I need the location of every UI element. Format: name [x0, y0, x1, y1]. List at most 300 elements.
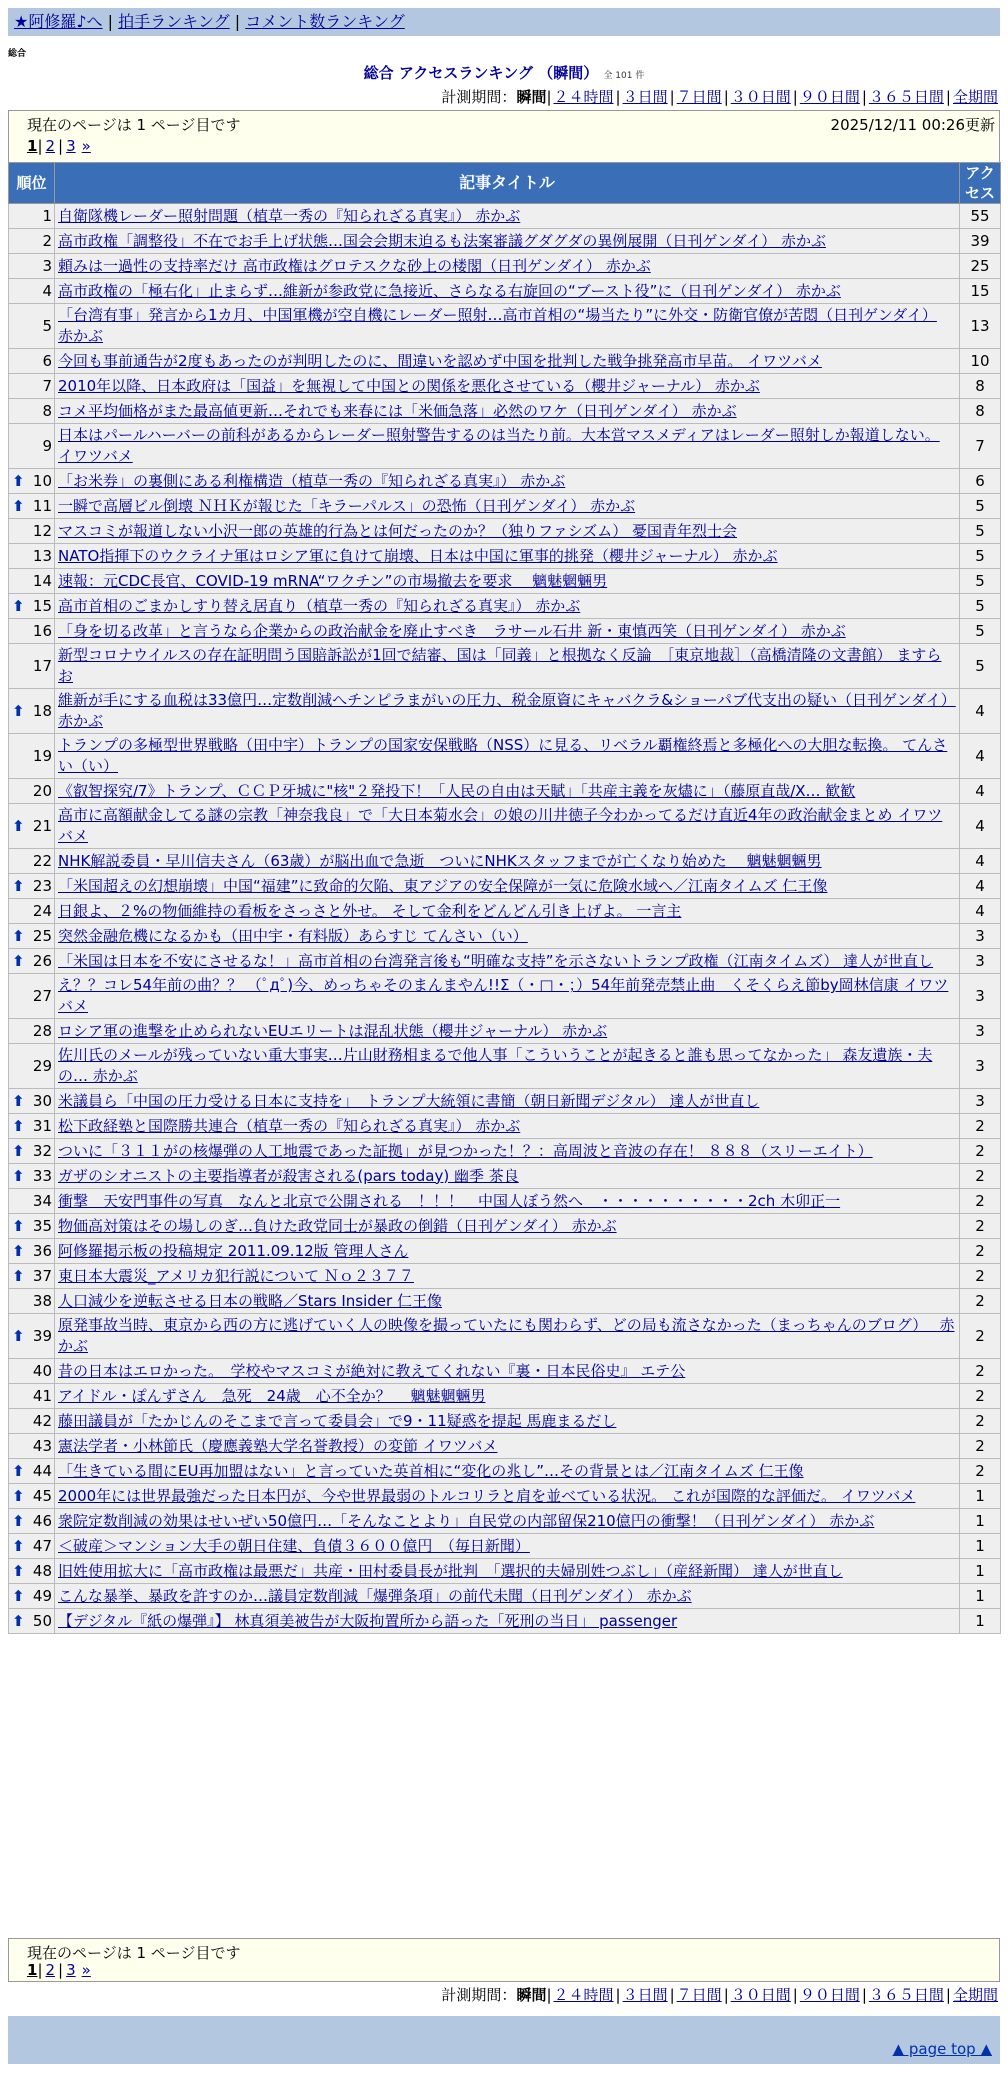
article-title-link[interactable]: 維新が手にする血税は33億円…定数削減へチンピラまがいの圧力、税金原資にキャバクラ&ショーパブ代支出の疑い（日刊ゲンダイ） 赤かぶ	[58, 691, 956, 730]
period-link[interactable]: 全期間	[952, 88, 998, 106]
title-cell	[55, 779, 960, 804]
table-row	[9, 1459, 1001, 1484]
rank-up-arrow-icon: ⬆	[12, 877, 25, 895]
access-count: 1	[960, 1534, 1001, 1559]
rank-cell	[9, 1484, 55, 1509]
rank-cell	[9, 544, 55, 569]
table-row	[9, 1019, 1001, 1044]
title-cell	[55, 644, 960, 689]
title-cell	[55, 619, 960, 644]
article-title-link[interactable]: ロシア軍の進撃を止められないEUエリートは混乱状態（櫻井ジャーナル） 赤かぶ	[58, 1021, 608, 1040]
title-cell	[55, 1289, 960, 1314]
access-count: 39	[960, 229, 1001, 254]
title-cell	[55, 1139, 960, 1164]
title-cell	[55, 1609, 960, 1634]
period-link[interactable]: ７日間	[676, 1986, 722, 2004]
period-link[interactable]: ３日間	[622, 88, 668, 106]
rank-cell	[9, 1114, 55, 1139]
article-title-link[interactable]: 日銀よ、２%の物価維持の看板をさっさと外せ。 そして金利をどんどん引き上げよ。 一言主	[58, 901, 682, 920]
table-row	[9, 1289, 1001, 1314]
table-row	[9, 899, 1001, 924]
current-page-text: 現在のページは 1 ページ目です	[27, 116, 241, 134]
article-title-link[interactable]: 速報：元CDC長官、COVID-19 mRNA“ワクチン”の市場撤去を要求 魑魅魍魎男	[58, 571, 608, 590]
table-row	[9, 1484, 1001, 1509]
rank-number: 36	[32, 1242, 52, 1260]
article-title-link[interactable]: 人口減少を逆転させる日本の戦略／Stars Insider 仁王像	[58, 1291, 442, 1310]
period-link[interactable]: ３日間	[622, 1986, 668, 2004]
article-title-link[interactable]: 日本はパールハーバーの前科があるからレーダー照射警告するのは当たり前。大本営マスメディアはレーダー照射しか報道しない。 イワツバメ	[58, 426, 940, 465]
article-title-link[interactable]: ガザのシオニストの主要指導者が殺害される(pars today) 幽季 茶良	[58, 1166, 519, 1185]
access-count: 1	[960, 1559, 1001, 1584]
table-row	[9, 644, 1001, 689]
rank-number: 33	[32, 1167, 52, 1185]
table-row	[9, 1384, 1001, 1409]
access-count: 8	[960, 374, 1001, 399]
period-separator: |	[669, 1986, 675, 2004]
period-separator: |	[615, 88, 621, 106]
rank-up-arrow-icon: ⬆	[12, 1612, 25, 1630]
rank-cell	[9, 1609, 55, 1634]
period-link[interactable]: ３６５日間	[868, 1986, 944, 2004]
table-row	[9, 1509, 1001, 1534]
article-title-link[interactable]: NATO指揮下のウクライナ軍はロシア軍に負けて崩壊、日本は中国に軍事的挑発（櫻井ジャーナル） 赤かぶ	[58, 546, 778, 565]
table-row	[9, 689, 1001, 734]
rank-cell	[9, 689, 55, 734]
title-cell	[55, 1459, 960, 1484]
rank-up-arrow-icon: ⬆	[12, 1092, 25, 1110]
rank-number: 46	[32, 1512, 52, 1530]
table-row	[9, 1534, 1001, 1559]
article-title-link[interactable]: 頼みは一過性の支持率だけ 高市政権はグロテスクな砂上の楼閣（日刊ゲンダイ） 赤かぶ	[58, 256, 651, 275]
pager-next-link[interactable]: »	[81, 137, 91, 155]
rank-number: 8	[42, 402, 52, 420]
table-row	[9, 229, 1001, 254]
period-link[interactable]: 全期間	[952, 1986, 998, 2004]
pager-page-link[interactable]: 3	[66, 137, 76, 155]
article-title-link[interactable]: 「米国は日本を不安にさせるな！」高市首相の台湾発言後も“明確な支持”を示さないトランプ政権（江南タイムズ） 達人が世直し	[58, 951, 934, 970]
rank-up-arrow-icon: ⬆	[12, 1537, 25, 1555]
access-count: 5	[960, 519, 1001, 544]
rank-cell	[9, 424, 55, 469]
title-cell	[55, 204, 960, 229]
table-header-row	[9, 163, 1001, 204]
access-count: 2	[960, 1434, 1001, 1459]
period-separator: |	[546, 88, 552, 106]
rank-cell	[9, 399, 55, 424]
table-row	[9, 1214, 1001, 1239]
access-count: 4	[960, 849, 1001, 874]
article-title-link[interactable]: 憲法学者・小林節氏（慶應義塾大学名誉教授）の変節 イワツバメ	[58, 1436, 498, 1455]
title-cell	[55, 469, 960, 494]
rank-cell	[9, 494, 55, 519]
title-cell	[55, 974, 960, 1019]
article-title-link[interactable]: 突然金融危機になるかも（田中宇・有料版）あらすじ てんさい（い）	[58, 926, 528, 945]
access-count: 2	[960, 1314, 1001, 1359]
rank-number: 49	[32, 1587, 52, 1605]
access-count: 4	[960, 734, 1001, 779]
rank-cell	[9, 229, 55, 254]
access-count: 3	[960, 1044, 1001, 1089]
rank-cell	[9, 1214, 55, 1239]
access-count: 5	[960, 494, 1001, 519]
header-title: 記事タイトル	[55, 163, 960, 204]
rank-number: 23	[32, 877, 52, 895]
rank-number: 3	[42, 257, 52, 275]
rank-number: 41	[32, 1387, 52, 1405]
title-cell	[55, 1559, 960, 1584]
table-row	[9, 1139, 1001, 1164]
rank-cell	[9, 1584, 55, 1609]
rank-cell	[9, 1409, 55, 1434]
title-cell	[55, 424, 960, 469]
title-cell	[55, 924, 960, 949]
period-link[interactable]: ３０日間	[730, 88, 791, 106]
rank-up-arrow-icon: ⬆	[12, 1242, 25, 1260]
period-link[interactable]: ３０日間	[730, 1986, 791, 2004]
title-cell	[55, 874, 960, 899]
rank-up-arrow-icon: ⬆	[12, 1217, 25, 1235]
title-cell	[55, 1484, 960, 1509]
title-cell	[55, 899, 960, 924]
article-title-link[interactable]: アイドル・ぽんずさん 急死 24歳 心不全か？ 魑魅魍魎男	[58, 1386, 486, 1405]
footer-bar	[8, 2016, 1000, 2064]
title-cell	[55, 254, 960, 279]
page-top-link[interactable]: ▲ page top ▲	[892, 2040, 992, 2058]
article-title-link[interactable]: マスコミが報道しない小沢一郎の英雄的行為とは何だったのか？（独りファシズム） 憂国青年烈士会	[58, 521, 738, 540]
period-link[interactable]: ２４時間	[553, 1986, 614, 2004]
table-row	[9, 874, 1001, 899]
access-count: 13	[960, 304, 1001, 349]
table-row	[9, 1114, 1001, 1139]
page-title: 総合 アクセスランキング （瞬間）	[363, 64, 599, 82]
table-row	[9, 544, 1001, 569]
rank-number: 14	[32, 572, 52, 590]
article-title-link[interactable]: 今回も事前通告が2度もあったのが判明したのに、間違いを認めず中国を批判した戦争挑発高市早苗。 イワツバメ	[58, 351, 822, 370]
pager-bottom	[27, 1961, 94, 1979]
period-current: 瞬間	[516, 88, 547, 106]
article-title-link[interactable]: 一瞬で高層ビル倒壊 ＮＨＫが報じた「キラーパルス」の恐怖（日刊ゲンダイ） 赤かぶ	[58, 496, 636, 515]
rank-up-arrow-icon: ⬆	[12, 952, 25, 970]
table-row	[9, 1239, 1001, 1264]
pager-page-link[interactable]: 2	[45, 1961, 56, 1979]
article-title-link[interactable]: 「身を切る改革」と言うなら企業からの政治献金を廃止すべき ラサール石井 新・東慎西笑（日刊ゲンダイ） 赤かぶ	[58, 621, 846, 640]
rank-cell	[9, 1359, 55, 1384]
nav-link-asyura-home[interactable]: ★阿修羅♪へ	[14, 12, 103, 31]
title-cell	[55, 569, 960, 594]
rank-cell	[9, 804, 55, 849]
article-title-link[interactable]: 《叡智探究/7》トランプ、ＣＣＰ牙城に"核"２発投下！「人民の自由は天賦」「共産主義を灰燼に」（藤原直哉/X… 歓歓	[58, 781, 856, 800]
pager-next-link[interactable]: »	[81, 1961, 91, 1979]
table-row	[9, 974, 1001, 1019]
rank-number: 26	[32, 952, 52, 970]
article-title-link[interactable]: 「お米券」の裏側にある利権構造（植草一秀の『知られざる真実』） 赤かぶ	[58, 471, 566, 490]
period-separator: |	[723, 1986, 729, 2004]
title-cell	[55, 1314, 960, 1359]
access-count: 2	[960, 1264, 1001, 1289]
pager-separator: |	[58, 1961, 64, 1979]
title-cell	[55, 279, 960, 304]
rank-number: 25	[32, 927, 52, 945]
access-count: 1	[960, 1584, 1001, 1609]
article-title-link[interactable]: 「生きている間にEU再加盟はない」と言っていた英首相に“変化の兆し”…その背景とは／江南タイムズ 仁王像	[58, 1461, 804, 1480]
rank-up-arrow-icon: ⬆	[12, 927, 25, 945]
article-title-link[interactable]: 高市政権「調整役」不在でお手上げ状態…国会会期末迫るも法案審議グダグダの異例展開（日刊ゲンダイ） 赤かぶ	[58, 231, 826, 250]
table-row	[9, 779, 1001, 804]
article-title-link[interactable]: 衝撃 天安門事件の写真 なんと北京で公開される ！！！ 中国人ぼう然へ ・・・・・・・・・・2ch 木卯正一	[58, 1191, 841, 1210]
article-title-link[interactable]: ついに「３１１がの核爆弾の人工地震であった証拠」が見つかった！？：高周波と音波の存在！ ８８８（スリーエイト）	[58, 1141, 873, 1160]
rank-cell	[9, 1459, 55, 1484]
rank-number: 37	[32, 1267, 52, 1285]
access-count: 3	[960, 974, 1001, 1019]
article-title-link[interactable]: え？？コレ54年前の曲？？ （ﾟдﾟ)今、めっちゃそのまんまやん!!Σ（・□・；）54年前発売禁止曲 くそくらえ節by岡林信康 イワツバメ	[58, 976, 949, 1015]
nav-separator: |	[234, 12, 241, 31]
access-count: 3	[960, 1019, 1001, 1044]
article-title-link[interactable]: 高市政権の「極右化」止まらず…維新が参政党に急接近、さらなる右旋回の“ブースト役”に（日刊ゲンダイ） 赤かぶ	[58, 281, 841, 300]
rank-up-arrow-icon: ⬆	[12, 497, 25, 515]
rank-number: 4	[42, 282, 52, 300]
rank-cell	[9, 1239, 55, 1264]
rank-cell	[9, 569, 55, 594]
rank-cell	[9, 1384, 55, 1409]
period-link[interactable]: ２４時間	[553, 88, 614, 106]
article-title-link[interactable]: 昔の日本はエロかった。 学校やマスコミが絶対に教えてくれない『裏・日本民俗史』 エテ公	[58, 1361, 686, 1380]
access-count: 5	[960, 594, 1001, 619]
table-row	[9, 304, 1001, 349]
article-title-link[interactable]: 阿修羅掲示板の投稿規定 2011.09.12版 管理人さん	[58, 1241, 409, 1260]
table-row	[9, 1609, 1001, 1634]
article-title-link[interactable]: 米議員ら「中国の圧力受ける日本に支持を」 トランプ大統領に書簡（朝日新聞デジタル） 達人が世直し	[58, 1091, 760, 1110]
table-row	[9, 1164, 1001, 1189]
pager-top	[27, 137, 94, 155]
table-row	[9, 374, 1001, 399]
table-row	[9, 1044, 1001, 1089]
pager-separator: |	[37, 1961, 43, 1979]
period-separator: |	[546, 1986, 552, 2004]
updated-timestamp: 2025/12/11 00:26更新	[830, 116, 995, 134]
rank-number: 24	[32, 902, 52, 920]
total-count: 全 101 件	[603, 71, 645, 81]
title-cell	[55, 1264, 960, 1289]
period-separator: |	[861, 88, 867, 106]
period-separator: |	[792, 1986, 798, 2004]
title-cell	[55, 1584, 960, 1609]
title-cell	[55, 1239, 960, 1264]
rank-number: 11	[32, 497, 52, 515]
rank-up-arrow-icon: ⬆	[12, 1327, 25, 1345]
pager-current-page: 1	[27, 137, 38, 155]
title-cell	[55, 1114, 960, 1139]
access-count: 4	[960, 804, 1001, 849]
access-count: 2	[960, 1409, 1001, 1434]
title-cell	[55, 1019, 960, 1044]
article-title-link[interactable]: 【デジタル『紙の爆弾』】 林真須美被告が大阪拘置所から語った「死刑の当日」 passenger	[58, 1611, 678, 1630]
table-row	[9, 1359, 1001, 1384]
period-separator: |	[669, 88, 675, 106]
title-cell	[55, 1044, 960, 1089]
nav-link-comment-ranking[interactable]: コメント数ランキング	[245, 12, 405, 31]
article-title-link[interactable]: 2000年には世界最強だった日本円が、今や世界最弱のトルコリラと肩を並べている状況。 これが国際的な評価だ。 イワツバメ	[58, 1486, 916, 1505]
title-cell	[55, 594, 960, 619]
period-link[interactable]: ３６５日間	[868, 88, 944, 106]
rank-cell	[9, 924, 55, 949]
rank-number: 2	[42, 232, 52, 250]
rank-number: 13	[32, 547, 52, 565]
article-title-link[interactable]: 旧姓使用拡大に「高市政権は最悪だ」共産・田村委員長が批判 「選択的夫婦別姓つぶし」（産経新聞） 達人が世直し	[58, 1561, 843, 1580]
access-count: 2	[960, 1139, 1001, 1164]
access-count: 2	[960, 1239, 1001, 1264]
rank-up-arrow-icon: ⬆	[12, 702, 25, 720]
table-row	[9, 1314, 1001, 1359]
rank-up-arrow-icon: ⬆	[12, 1487, 25, 1505]
article-title-link[interactable]: コメ平均価格がまた最高値更新…それでも来春には「米価急落」必然のワケ（日刊ゲンダイ） 赤かぶ	[58, 401, 737, 420]
pager-page-link[interactable]: 2	[45, 137, 56, 155]
title-cell	[55, 689, 960, 734]
rank-number: 38	[32, 1292, 52, 1310]
title-cell	[55, 494, 960, 519]
access-count: 10	[960, 349, 1001, 374]
rank-cell	[9, 1559, 55, 1584]
article-title-link[interactable]: 衆院定数削減の効果はせいぜい50億円…「そんなことより」自民党の内部留保210億円の衝撃！（日刊ゲンダイ） 赤かぶ	[58, 1511, 875, 1530]
period-label: 計測期間：	[441, 1986, 517, 2004]
rank-cell	[9, 1164, 55, 1189]
title-cell	[55, 734, 960, 779]
pager-page-link[interactable]: 3	[66, 1961, 76, 1979]
table-row	[9, 254, 1001, 279]
access-count: 1	[960, 1609, 1001, 1634]
table-row	[9, 519, 1001, 544]
rank-number: 16	[32, 622, 52, 640]
table-row	[9, 1584, 1001, 1609]
title-cell	[55, 304, 960, 349]
rank-up-arrow-icon: ⬆	[12, 817, 25, 835]
access-count: 2	[960, 1289, 1001, 1314]
article-title-link[interactable]: ＜破産＞マンション大手の朝日住建、負債３６００億円 （毎日新聞）	[58, 1536, 530, 1555]
period-separator: |	[792, 88, 798, 106]
article-title-link[interactable]: NHK解説委員・早川信夫さん（63歳）が脳出血で急逝 ついにNHKスタッフまでが亡くなり始めた 魑魅魍魎男	[58, 851, 822, 870]
access-count: 1	[960, 1484, 1001, 1509]
pager-current-page: 1	[27, 1961, 38, 1979]
period-separator: |	[861, 1986, 867, 2004]
rank-up-arrow-icon: ⬆	[12, 1117, 25, 1135]
rank-cell	[9, 974, 55, 1019]
rank-cell	[9, 1044, 55, 1089]
article-title-link[interactable]: 「台湾有事」発言から1カ月、中国軍機が空自機にレーダー照射…高市首相の“場当たり”に外交・防衛官僚が苦悶（日刊ゲンダイ） 赤かぶ	[58, 306, 937, 345]
article-title-link[interactable]: 物価高対策はその場しのぎ…負けた政党同士が暴政の倒錯（日刊ゲンダイ） 赤かぶ	[58, 1216, 617, 1235]
article-title-link[interactable]: 東日本大震災_アメリカ犯行説について Ｎｏ２３７７	[58, 1266, 414, 1285]
period-link[interactable]: ７日間	[676, 88, 722, 106]
article-title-link[interactable]: 高市首相のごまかしすり替え居直り（植草一秀の『知られざる真実』） 赤かぶ	[58, 596, 581, 615]
period-label: 計測期間：	[441, 88, 517, 106]
title-cell	[55, 949, 960, 974]
article-title-link[interactable]: 「米国超えの幻想崩壊」中国“福建”に致命的欠陥、東アジアの安全保障が一気に危険水域へ／江南タイムズ 仁王像	[58, 876, 828, 895]
period-link[interactable]: ９０日間	[799, 88, 860, 106]
article-title-link[interactable]: 新型コロナウイルスの存在証明問う国賠訴訟が1回で結審、国は「同義」と根拠なく反論 ［東京地裁］（高橋清隆の文書館） ますらお	[58, 646, 942, 685]
table-row	[9, 399, 1001, 424]
table-row	[9, 924, 1001, 949]
rank-number: 10	[32, 472, 52, 490]
access-count: 4	[960, 874, 1001, 899]
rank-cell	[9, 1139, 55, 1164]
title-cell	[55, 519, 960, 544]
article-title-link[interactable]: トランプの多極型世界戦略（田中宇）トランプの国家安保戦略（NSS）に見る、リベラル覇権終焉と多極化への大胆な転換。 てんさい（い）	[58, 736, 948, 775]
table-row	[9, 1409, 1001, 1434]
article-title-link[interactable]: 高市に高額献金してる謎の宗教「神奈我良」で「大日本菊水会」の娘の川井徳子今わかってるだけ直近4年の政治献金まとめ イワツバメ	[58, 806, 943, 845]
access-count: 4	[960, 899, 1001, 924]
table-row	[9, 619, 1001, 644]
rank-cell	[9, 349, 55, 374]
access-count: 8	[960, 399, 1001, 424]
table-row	[9, 594, 1001, 619]
rank-cell	[9, 874, 55, 899]
header-count: アクセス	[960, 163, 1001, 204]
table-row	[9, 1559, 1001, 1584]
rank-number: 29	[32, 1057, 52, 1075]
period-separator: |	[615, 1986, 621, 2004]
access-count: 25	[960, 254, 1001, 279]
rank-number: 35	[32, 1217, 52, 1235]
rank-up-arrow-icon: ⬆	[12, 597, 25, 615]
article-title-link[interactable]: 藤田議員が「たかじんのそこまで言って委員会」で9・11疑惑を提起 馬鹿まるだし	[58, 1411, 617, 1430]
title-cell	[55, 1409, 960, 1434]
rank-number: 9	[42, 437, 52, 455]
title-cell	[55, 544, 960, 569]
rank-number: 45	[32, 1487, 52, 1505]
rank-number: 43	[32, 1437, 52, 1455]
table-row	[9, 949, 1001, 974]
rank-up-arrow-icon: ⬆	[12, 1142, 25, 1160]
rank-cell	[9, 644, 55, 689]
title-cell	[55, 1434, 960, 1459]
title-cell	[55, 849, 960, 874]
title-cell	[55, 349, 960, 374]
article-title-link[interactable]: こんな暴挙、暴政を許すのか…議員定数削減「爆弾条項」の前代未聞（日刊ゲンダイ） 赤かぶ	[58, 1586, 692, 1605]
rank-cell	[9, 279, 55, 304]
rank-number: 20	[32, 782, 52, 800]
article-title-link[interactable]: 2010年以降、日本政府は「国益」を無視して中国との関係を悪化させている（櫻井ジャーナル） 赤かぶ	[58, 376, 760, 395]
title-cell	[55, 1359, 960, 1384]
nav-link-applause-ranking[interactable]: 拍手ランキング	[118, 12, 230, 31]
title-cell	[55, 804, 960, 849]
article-title-link[interactable]: 原発事故当時、東京から西の方に逃げていく人の映像を撮っていたにも関わらず、どの局も流さなかった（まっちゃんのブログ） 赤かぶ	[58, 1316, 955, 1355]
access-count: 3	[960, 1089, 1001, 1114]
header-rank: 順位	[9, 163, 55, 204]
table-row	[9, 734, 1001, 779]
access-count: 4	[960, 689, 1001, 734]
rank-cell	[9, 849, 55, 874]
rank-number: 6	[42, 352, 52, 370]
table-row	[9, 849, 1001, 874]
rank-number: 39	[32, 1327, 52, 1345]
rank-cell	[9, 1264, 55, 1289]
access-count: 5	[960, 644, 1001, 689]
rank-number: 19	[32, 747, 52, 765]
title-cell	[55, 1189, 960, 1214]
title-cell	[55, 229, 960, 254]
period-link[interactable]: ９０日間	[799, 1986, 860, 2004]
rank-cell	[9, 204, 55, 229]
rank-up-arrow-icon: ⬆	[12, 1462, 25, 1480]
rank-number: 48	[32, 1562, 52, 1580]
access-count: 2	[960, 1164, 1001, 1189]
access-count: 5	[960, 569, 1001, 594]
rank-number: 12	[32, 522, 52, 540]
access-count: 5	[960, 544, 1001, 569]
article-title-link[interactable]: 佐川氏のメールが残っていない重大事実…片山財務相まるで他人事「こういうことが起きると誰も思ってなかった」 森友遺族・夫の… 赤かぶ	[58, 1046, 933, 1085]
title-cell	[55, 1534, 960, 1559]
article-title-link[interactable]: 松下政経塾と国際勝共連合（植草一秀の『知られざる真実』） 赤かぶ	[58, 1116, 521, 1135]
rank-number: 7	[42, 377, 52, 395]
article-title-link[interactable]: 自衛隊機レーダー照射問題（植草一秀の『知られざる真実』） 赤かぶ	[58, 206, 521, 225]
